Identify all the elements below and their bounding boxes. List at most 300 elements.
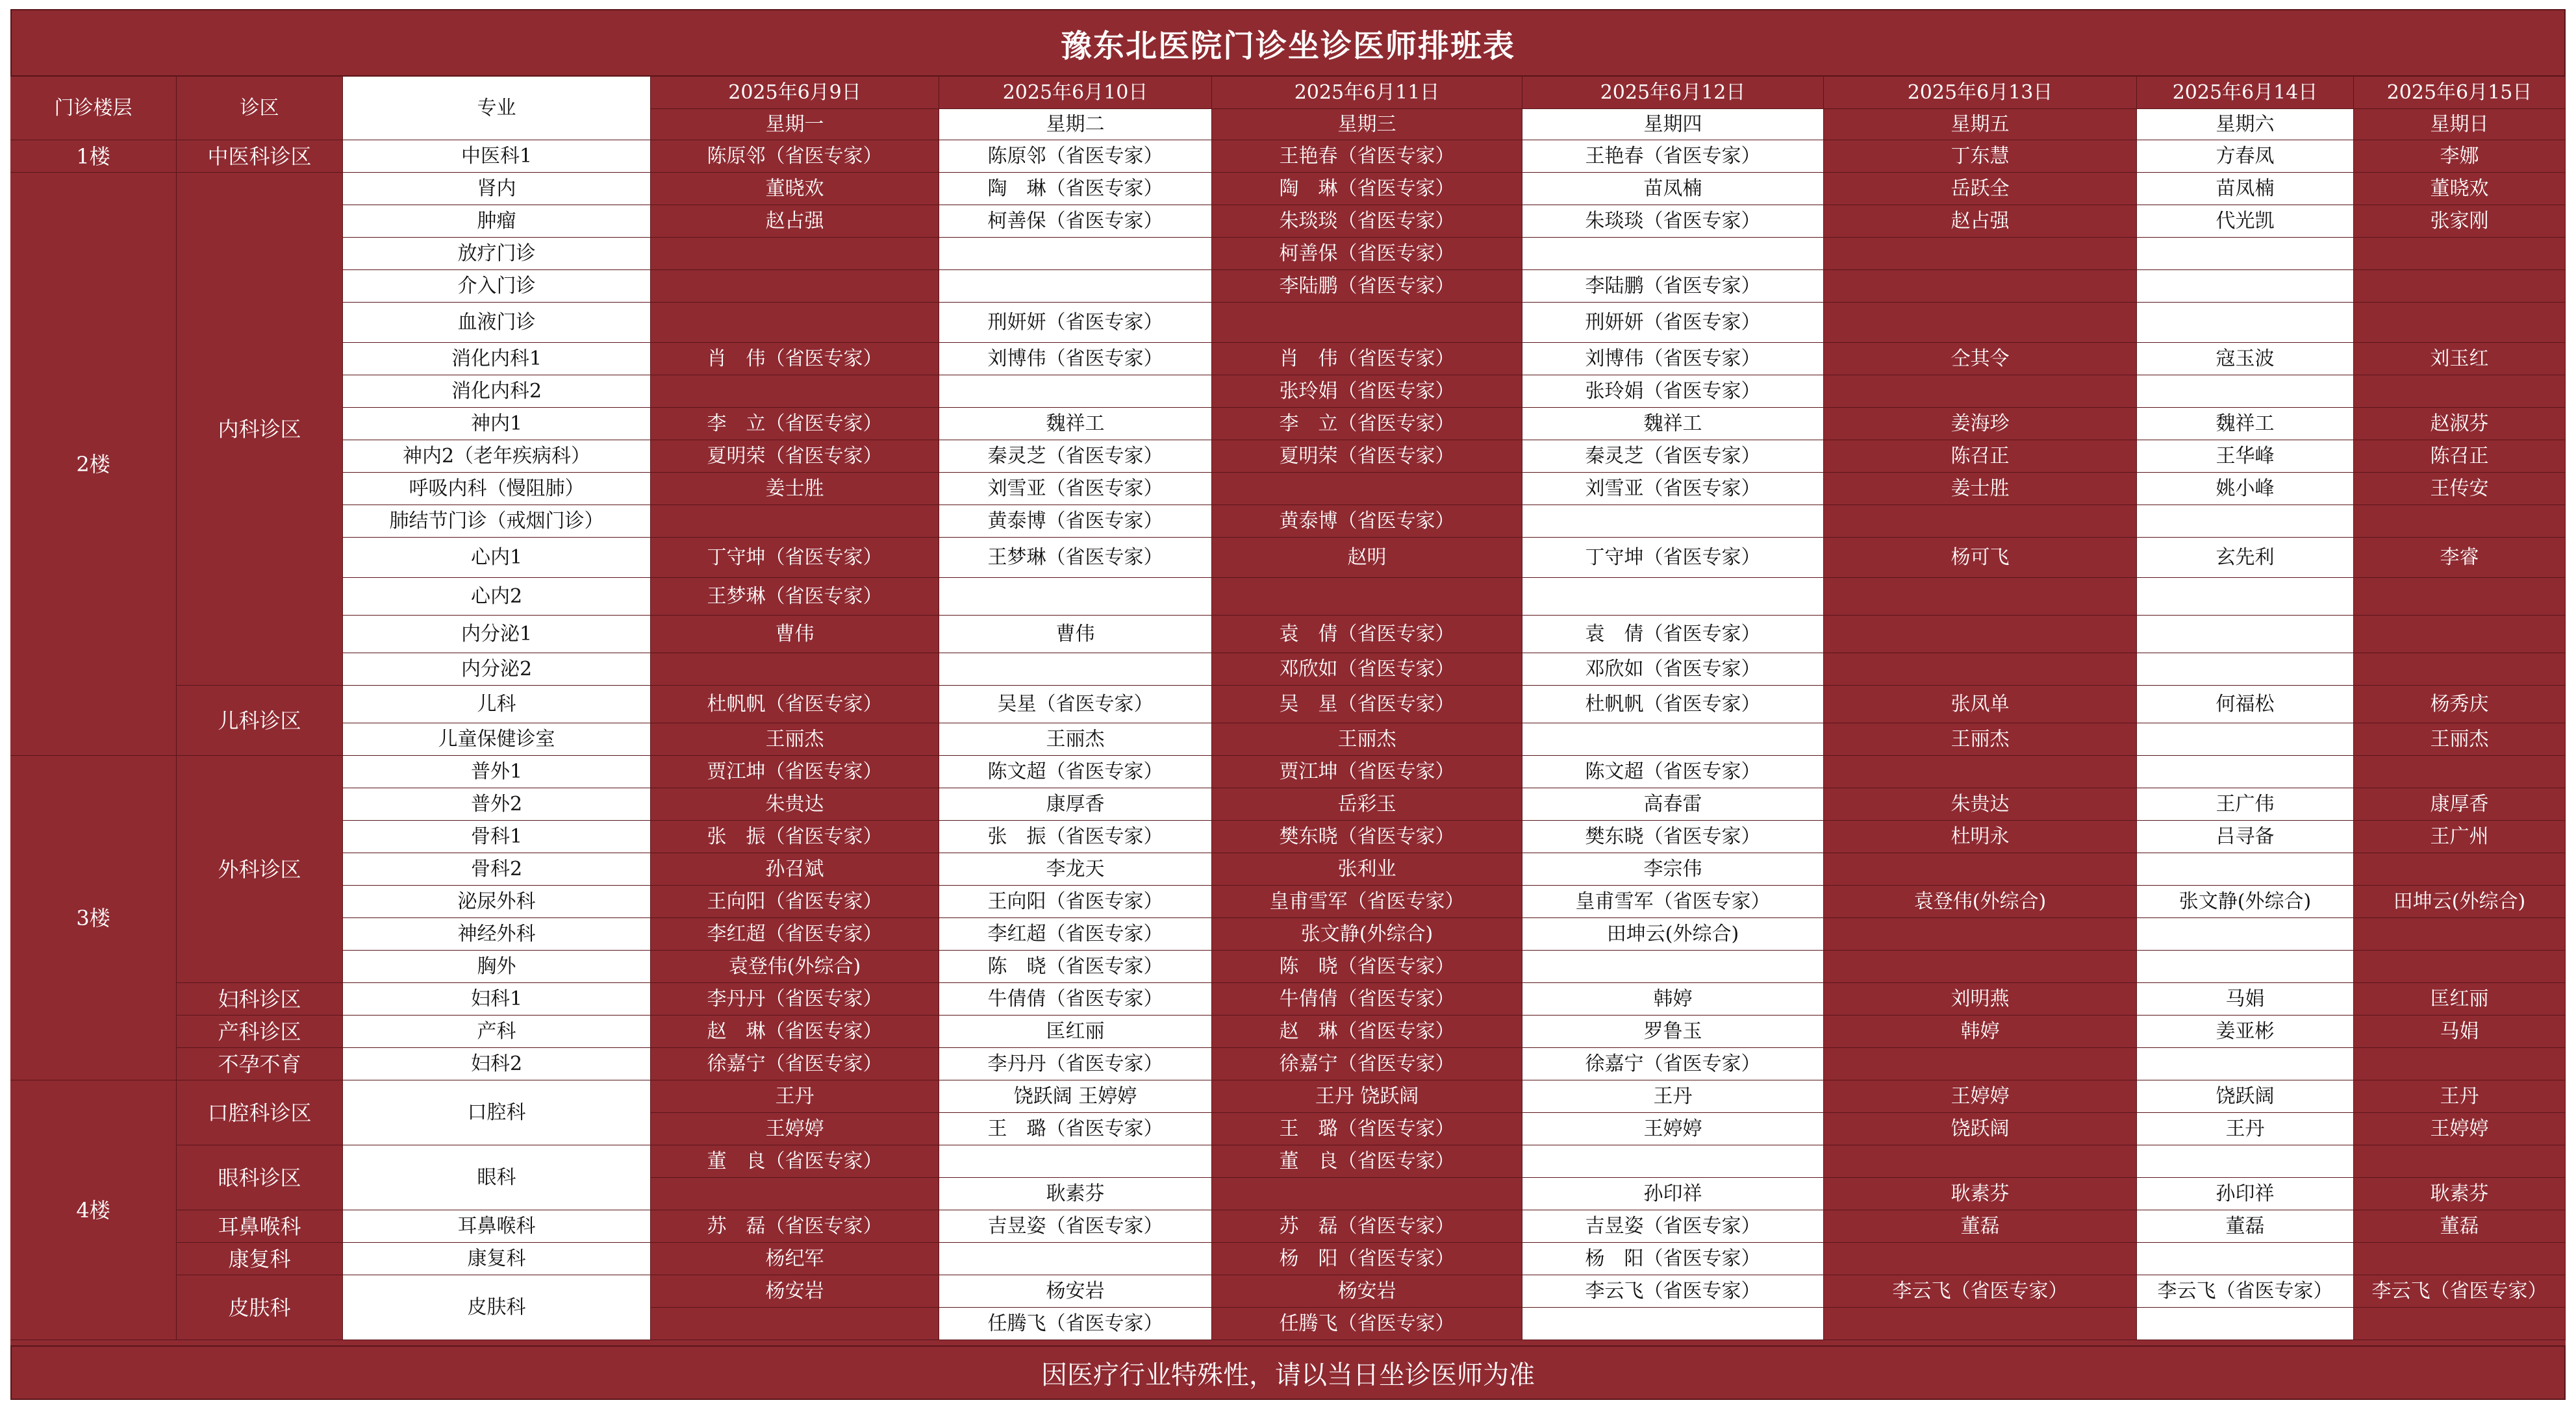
header-weekday: 星期一 [651,109,939,140]
specialty-label: 耳鼻喉科 [343,1210,651,1243]
schedule-cell: 匡红丽 [2354,983,2566,1016]
schedule-cell [939,238,1212,270]
schedule-cell [2137,578,2354,616]
schedule-cell: 陈文超（省医专家） [1522,756,1824,788]
schedule-cell: 杨 阳（省医专家） [1212,1243,1522,1275]
schedule-cell: 苏 磊（省医专家） [1212,1210,1522,1243]
schedule-cell: 孙印祥 [1522,1178,1824,1210]
area-label: 内科诊区 [177,173,343,686]
header-specialty: 专业 [343,77,651,140]
specialty-label: 神经外科 [343,918,651,951]
schedule-cell: 杨可飞 [1824,538,2137,578]
header-date: 2025年6月14日 [2137,77,2354,109]
schedule-cell: 田坤云(外综合) [1522,918,1824,951]
schedule-cell [1522,505,1824,538]
schedule-cell: 李陆鹏（省医专家） [1212,270,1522,303]
schedule-cell: 王广州 [2354,821,2566,853]
schedule-cell: 王 璐（省医专家） [1212,1113,1522,1145]
schedule-cell: 王梦琳（省医专家） [651,578,939,616]
schedule-cell [1824,853,2137,886]
specialty-label: 妇科2 [343,1048,651,1080]
floor-label: 4楼 [10,1080,177,1340]
schedule-cell: 赵 琳（省医专家） [651,1016,939,1048]
schedule-cell: 徐嘉宁（省医专家） [1212,1048,1522,1080]
specialty-label: 呼吸内科（慢阻肺） [343,473,651,505]
specialty-label: 肿瘤 [343,205,651,238]
schedule-cell: 姜士胜 [1824,473,2137,505]
schedule-cell [2354,1048,2566,1080]
schedule-cell [1212,303,1522,343]
schedule-cell: 杨 阳（省医专家） [1522,1243,1824,1275]
schedule-cell [1824,1145,2137,1178]
schedule-cell: 饶跃阔 [2137,1080,2354,1113]
schedule-cell: 王丽杰 [651,723,939,756]
schedule-cell [1824,578,2137,616]
area-label: 产科诊区 [177,1016,343,1048]
schedule-cell: 王艳春（省医专家） [1212,140,1522,173]
schedule-cell: 任腾飞（省医专家） [1212,1308,1522,1340]
schedule-cell: 李云飞（省医专家） [2354,1275,2566,1308]
schedule-cell [651,303,939,343]
specialty-label: 心内1 [343,538,651,578]
schedule-cell: 任腾飞（省医专家） [939,1308,1212,1340]
schedule-cell: 邓欣如（省医专家） [1212,653,1522,686]
schedule-cell [2354,270,2566,303]
area-label: 儿科诊区 [177,686,343,756]
specialty-label: 内分泌2 [343,653,651,686]
schedule-cell: 方春凤 [2137,140,2354,173]
schedule-cell [2137,505,2354,538]
schedule-cell: 王丹 [2137,1113,2354,1145]
schedule-cell [651,375,939,408]
area-label: 外科诊区 [177,756,343,983]
floor-label: 1楼 [10,140,177,173]
schedule-cell: 姚小峰 [2137,473,2354,505]
schedule-cell [2137,375,2354,408]
schedule-cell: 李龙天 [939,853,1212,886]
schedule-cell: 李娜 [2354,140,2566,173]
schedule-cell [2137,270,2354,303]
specialty-label: 消化内科2 [343,375,651,408]
schedule-cell: 刑妍妍（省医专家） [1522,303,1824,343]
schedule-cell: 张利业 [1212,853,1522,886]
area-label: 眼科诊区 [177,1145,343,1210]
schedule-cell [1522,951,1824,983]
schedule-cell [939,1243,1212,1275]
schedule-cell: 陶 琳（省医专家） [939,173,1212,205]
schedule-cell: 朱贵达 [1824,788,2137,821]
specialty-label: 妇科1 [343,983,651,1016]
schedule-cell: 肖 伟（省医专家） [1212,343,1522,375]
schedule-cell: 李云飞（省医专家） [1522,1275,1824,1308]
schedule-cell: 孙印祥 [2137,1178,2354,1210]
schedule-cell: 王婷婷 [651,1113,939,1145]
schedule-cell [1522,1308,1824,1340]
schedule-cell: 苗凤楠 [1522,173,1824,205]
area-label: 口腔科诊区 [177,1080,343,1145]
schedule-cell: 仝其令 [1824,343,2137,375]
schedule-cell: 刘玉红 [2354,343,2566,375]
schedule-cell: 皇甫雪军（省医专家） [1522,886,1824,918]
schedule-cell: 刘雪亚（省医专家） [939,473,1212,505]
schedule-cell: 陈原邻（省医专家） [939,140,1212,173]
header-date: 2025年6月9日 [651,77,939,109]
page-title: 豫东北医院门诊坐诊医师排班表 [10,9,2566,77]
schedule-cell [2137,853,2354,886]
schedule-cell: 康厚香 [2354,788,2566,821]
schedule-cell [1522,1145,1824,1178]
schedule-cell: 韩婷 [1522,983,1824,1016]
schedule-cell [2354,1243,2566,1275]
footer-note: 因医疗行业特殊性，请以当日坐诊医师为准 [10,1345,2566,1400]
schedule-cell: 何福松 [2137,686,2354,723]
schedule-cell [2354,853,2566,886]
schedule-cell: 柯善保（省医专家） [1212,238,1522,270]
schedule-cell [2354,1308,2566,1340]
schedule-cell [1824,1243,2137,1275]
schedule-cell [1212,473,1522,505]
schedule-cell: 李宗伟 [1522,853,1824,886]
schedule-cell: 袁登伟(外综合) [651,951,939,983]
specialty-label: 皮肤科 [343,1275,651,1340]
schedule-cell: 杨纪军 [651,1243,939,1275]
schedule-cell: 耿素芬 [2354,1178,2566,1210]
schedule-cell: 黄泰博（省医专家） [939,505,1212,538]
header-weekday: 星期六 [2137,109,2354,140]
schedule-cell: 张玲娟（省医专家） [1522,375,1824,408]
header-date: 2025年6月10日 [939,77,1212,109]
schedule-cell [1522,578,1824,616]
header-date: 2025年6月11日 [1212,77,1522,109]
specialty-label: 肺结节门诊（戒烟门诊） [343,505,651,538]
specialty-label: 血液门诊 [343,303,651,343]
schedule-cell: 秦灵芝（省医专家） [1522,440,1824,473]
schedule-cell: 陈 晓（省医专家） [1212,951,1522,983]
area-label: 不孕不育 [177,1048,343,1080]
schedule-cell: 李云飞（省医专家） [1824,1275,2137,1308]
schedule-cell: 柯善保（省医专家） [939,205,1212,238]
schedule-cell: 董 良（省医专家） [1212,1145,1522,1178]
schedule-cell: 赵明 [1212,538,1522,578]
schedule-cell: 陈 晓（省医专家） [939,951,1212,983]
schedule-cell: 陈召正 [1824,440,2137,473]
schedule-cell: 丁守坤（省医专家） [651,538,939,578]
schedule-cell: 徐嘉宁（省医专家） [1522,1048,1824,1080]
specialty-label: 骨科1 [343,821,651,853]
schedule-cell: 董磊 [2137,1210,2354,1243]
schedule-cell: 魏祥工 [939,408,1212,440]
specialty-label: 神内2（老年疾病科） [343,440,651,473]
schedule-cell: 丁东慧 [1824,140,2137,173]
specialty-label: 放疗门诊 [343,238,651,270]
schedule-cell [2354,1145,2566,1178]
schedule-cell: 杨安岩 [651,1275,939,1308]
schedule-cell: 贾江坤（省医专家） [651,756,939,788]
schedule-cell [2354,951,2566,983]
schedule-cell: 董磊 [1824,1210,2137,1243]
schedule-cell: 王丽杰 [939,723,1212,756]
schedule-cell [2137,1243,2354,1275]
schedule-cell: 苏 磊（省医专家） [651,1210,939,1243]
schedule-cell: 吉昱姿（省医专家） [1522,1210,1824,1243]
schedule-cell: 杜帆帆（省医专家） [651,686,939,723]
schedule-cell [651,270,939,303]
specialty-label: 儿科 [343,686,651,723]
schedule-cell: 姜士胜 [651,473,939,505]
schedule-cell: 张凤单 [1824,686,2137,723]
schedule-cell [651,238,939,270]
schedule-cell [1824,270,2137,303]
schedule-cell [1212,578,1522,616]
specialty-label: 普外2 [343,788,651,821]
schedule-cell: 王艳春（省医专家） [1522,140,1824,173]
schedule-cell: 饶跃阔 [1824,1113,2137,1145]
area-label: 康复科 [177,1243,343,1275]
area-label: 皮肤科 [177,1275,343,1340]
schedule-cell: 王丹 [2354,1080,2566,1113]
header-date: 2025年6月12日 [1522,77,1824,109]
schedule-cell: 王广伟 [2137,788,2354,821]
schedule-cell [2137,918,2354,951]
schedule-cell [651,653,939,686]
schedule-cell: 赵 琳（省医专家） [1212,1016,1522,1048]
schedule-cell: 代光凯 [2137,205,2354,238]
specialty-label: 介入门诊 [343,270,651,303]
schedule-cell [2137,1145,2354,1178]
specialty-label: 骨科2 [343,853,651,886]
schedule-cell [1824,303,2137,343]
area-label: 耳鼻喉科 [177,1210,343,1243]
schedule-cell: 李睿 [2354,538,2566,578]
schedule-cell: 董 良（省医专家） [651,1145,939,1178]
header-date: 2025年6月15日 [2354,77,2566,109]
schedule-cell: 张 振（省医专家） [651,821,939,853]
floor-label: 2楼 [10,173,177,756]
schedule-cell [2354,375,2566,408]
schedule-cell: 寇玉波 [2137,343,2354,375]
schedule-cell [1824,238,2137,270]
schedule-cell [2137,951,2354,983]
schedule-cell: 匡红丽 [939,1016,1212,1048]
specialty-label: 康复科 [343,1243,651,1275]
schedule-cell: 李红超（省医专家） [939,918,1212,951]
schedule-cell: 李云飞（省医专家） [2137,1275,2354,1308]
schedule-cell: 董磊 [2354,1210,2566,1243]
schedule-cell [2137,653,2354,686]
schedule-cell [939,578,1212,616]
specialty-label: 肾内 [343,173,651,205]
schedule-cell: 康厚香 [939,788,1212,821]
schedule-cell: 刘明燕 [1824,983,2137,1016]
schedule-cell: 苗凤楠 [2137,173,2354,205]
schedule-cell [651,1178,939,1210]
schedule-cell [1824,375,2137,408]
schedule-cell: 马娟 [2137,983,2354,1016]
specialty-label: 心内2 [343,578,651,616]
schedule-cell: 李陆鹏（省医专家） [1522,270,1824,303]
header-weekday: 星期日 [2354,109,2566,140]
schedule-cell [939,653,1212,686]
schedule-sheet [10,9,2566,1400]
schedule-cell: 樊东晓（省医专家） [1212,821,1522,853]
schedule-cell: 牛倩倩（省医专家） [1212,983,1522,1016]
schedule-cell: 王丹 [1522,1080,1824,1113]
schedule-cell [1522,723,1824,756]
schedule-cell: 王丹 饶跃阔 [1212,1080,1522,1113]
floor-label: 3楼 [10,756,177,1080]
schedule-cell [2137,616,2354,653]
schedule-cell: 张家刚 [2354,205,2566,238]
schedule-cell: 秦灵芝（省医专家） [939,440,1212,473]
schedule-cell: 赵占强 [1824,205,2137,238]
schedule-cell: 魏祥工 [1522,408,1824,440]
schedule-cell: 吴星（省医专家） [939,686,1212,723]
schedule-cell: 贾江坤（省医专家） [1212,756,1522,788]
schedule-cell: 刘博伟（省医专家） [939,343,1212,375]
schedule-cell: 耿素芬 [939,1178,1212,1210]
schedule-cell: 刘博伟（省医专家） [1522,343,1824,375]
schedule-cell [2137,303,2354,343]
schedule-cell [1824,951,2137,983]
schedule-cell [2354,756,2566,788]
schedule-cell [2137,723,2354,756]
area-label: 妇科诊区 [177,983,343,1016]
schedule-cell: 岳彩玉 [1212,788,1522,821]
schedule-cell [2354,578,2566,616]
schedule-cell [939,1145,1212,1178]
schedule-cell [2137,1048,2354,1080]
schedule-cell: 肖 伟（省医专家） [651,343,939,375]
specialty-label: 消化内科1 [343,343,651,375]
schedule-table [10,77,2566,1345]
specialty-label: 儿童保健诊室 [343,723,651,756]
specialty-label: 口腔科 [343,1080,651,1145]
schedule-cell: 张玲娟（省医专家） [1212,375,1522,408]
schedule-cell [2354,303,2566,343]
header-weekday: 星期四 [1522,109,1824,140]
schedule-cell [1824,918,2137,951]
schedule-cell [651,505,939,538]
schedule-cell: 陶 琳（省医专家） [1212,173,1522,205]
schedule-cell: 董晓欢 [651,173,939,205]
header-weekday: 星期三 [1212,109,1522,140]
schedule-cell: 朱贵达 [651,788,939,821]
schedule-cell [2354,653,2566,686]
schedule-cell: 夏明荣（省医专家） [1212,440,1522,473]
specialty-label: 泌尿外科 [343,886,651,918]
schedule-cell: 韩婷 [1824,1016,2137,1048]
schedule-cell: 孙召斌 [651,853,939,886]
schedule-cell [2354,238,2566,270]
schedule-cell: 杨秀庆 [2354,686,2566,723]
schedule-cell: 田坤云(外综合) [2354,886,2566,918]
header-date: 2025年6月13日 [1824,77,2137,109]
schedule-cell: 赵淑芬 [2354,408,2566,440]
schedule-cell: 王向阳（省医专家） [651,886,939,918]
schedule-cell [1522,238,1824,270]
schedule-cell: 陈召正 [2354,440,2566,473]
schedule-cell: 王婷婷 [1522,1113,1824,1145]
schedule-cell: 玄先利 [2137,538,2354,578]
schedule-cell: 张文静(外综合) [1212,918,1522,951]
schedule-cell: 袁登伟(外综合) [1824,886,2137,918]
schedule-cell: 王丽杰 [2354,723,2566,756]
schedule-cell: 曹伟 [651,616,939,653]
specialty-label: 普外1 [343,756,651,788]
schedule-cell: 马娟 [2354,1016,2566,1048]
schedule-cell [2354,616,2566,653]
header-weekday: 星期二 [939,109,1212,140]
schedule-cell [1824,1048,2137,1080]
schedule-cell: 皇甫雪军（省医专家） [1212,886,1522,918]
schedule-cell: 袁 倩（省医专家） [1212,616,1522,653]
schedule-cell [651,1308,939,1340]
header-floor: 门诊楼层 [10,77,177,140]
schedule-cell: 姜亚彬 [2137,1016,2354,1048]
schedule-cell: 饶跃阔 王婷婷 [939,1080,1212,1113]
schedule-cell: 王 璐（省医专家） [939,1113,1212,1145]
schedule-cell [1824,505,2137,538]
schedule-cell: 杨安岩 [1212,1275,1522,1308]
schedule-cell: 吕寻备 [2137,821,2354,853]
schedule-cell [1824,1308,2137,1340]
schedule-cell: 魏祥工 [2137,408,2354,440]
schedule-cell: 黄泰博（省医专家） [1212,505,1522,538]
specialty-label: 中医科1 [343,140,651,173]
schedule-cell: 王华峰 [2137,440,2354,473]
schedule-cell: 刘雪亚（省医专家） [1522,473,1824,505]
schedule-cell: 邓欣如（省医专家） [1522,653,1824,686]
schedule-cell: 樊东晓（省医专家） [1522,821,1824,853]
schedule-cell: 朱琰琰（省医专家） [1522,205,1824,238]
schedule-cell [939,270,1212,303]
schedule-cell: 徐嘉宁（省医专家） [651,1048,939,1080]
schedule-cell: 吉昱姿（省医专家） [939,1210,1212,1243]
schedule-cell: 王丹 [651,1080,939,1113]
schedule-cell: 王传安 [2354,473,2566,505]
area-label: 中医科诊区 [177,140,343,173]
schedule-cell [2137,756,2354,788]
schedule-cell: 王向阳（省医专家） [939,886,1212,918]
schedule-cell: 陈原邻（省医专家） [651,140,939,173]
schedule-cell: 罗鲁玉 [1522,1016,1824,1048]
schedule-cell: 牛倩倩（省医专家） [939,983,1212,1016]
schedule-cell: 陈文超（省医专家） [939,756,1212,788]
schedule-cell: 王婷婷 [1824,1080,2137,1113]
schedule-cell: 李 立（省医专家） [651,408,939,440]
specialty-label: 眼科 [343,1145,651,1210]
schedule-cell: 朱琰琰（省医专家） [1212,205,1522,238]
specialty-label: 内分泌1 [343,616,651,653]
schedule-cell: 李丹丹（省医专家） [939,1048,1212,1080]
schedule-cell: 夏明荣（省医专家） [651,440,939,473]
schedule-cell [2137,1308,2354,1340]
schedule-cell: 王婷婷 [2354,1113,2566,1145]
header-area: 诊区 [177,77,343,140]
schedule-cell: 杨安岩 [939,1275,1212,1308]
schedule-cell: 姜海珍 [1824,408,2137,440]
schedule-cell [2354,505,2566,538]
schedule-cell: 吴 星（省医专家） [1212,686,1522,723]
header-weekday: 星期五 [1824,109,2137,140]
specialty-label: 产科 [343,1016,651,1048]
specialty-label: 神内1 [343,408,651,440]
schedule-cell: 董晓欢 [2354,173,2566,205]
schedule-cell [1824,653,2137,686]
schedule-cell: 李 立（省医专家） [1212,408,1522,440]
schedule-cell [1824,616,2137,653]
schedule-cell: 杜明永 [1824,821,2137,853]
